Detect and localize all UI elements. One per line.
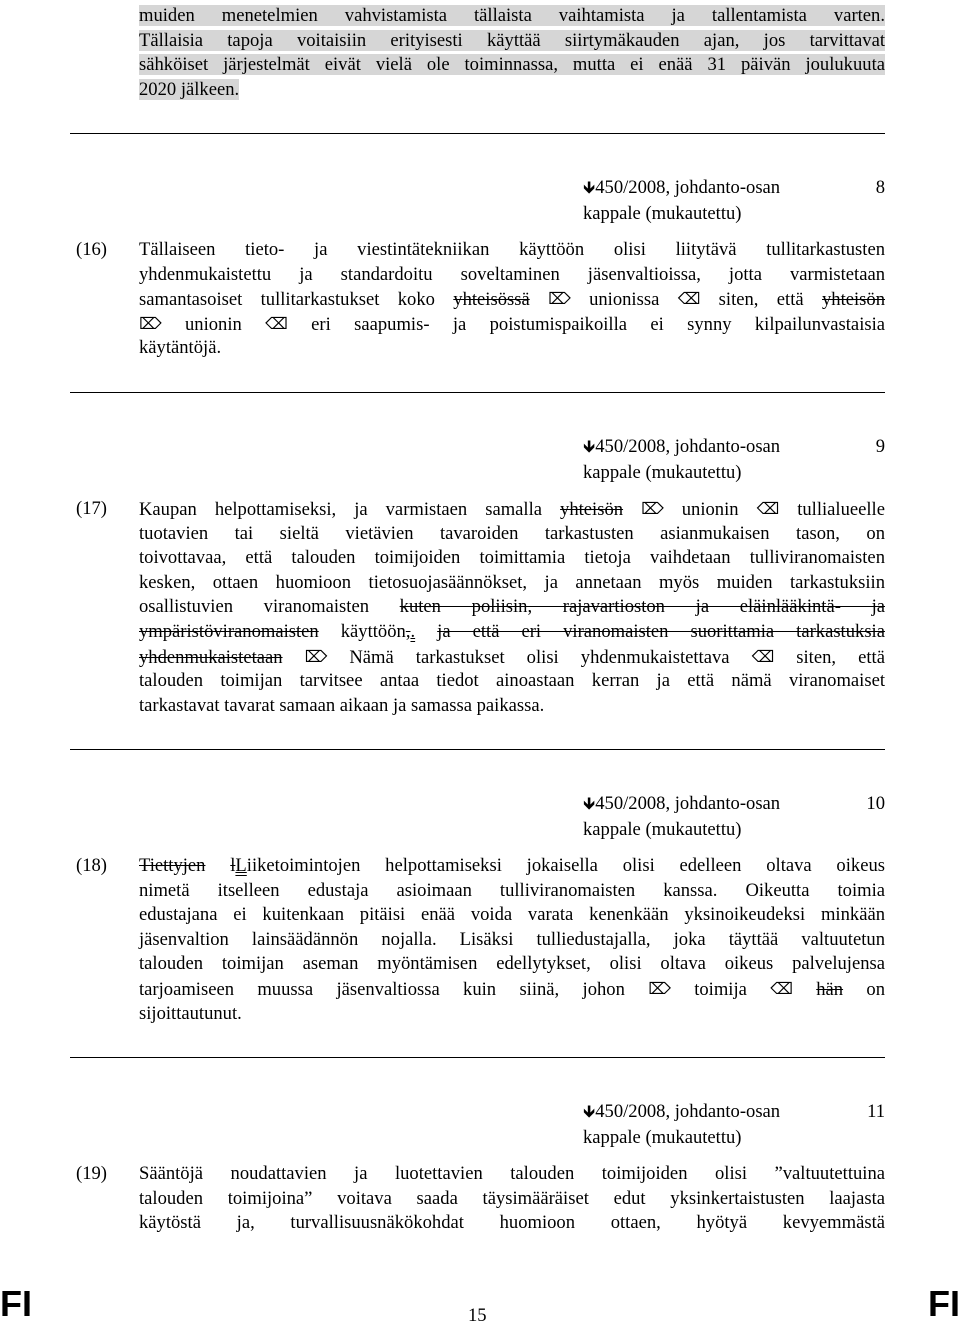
recital-line [139, 595, 885, 620]
recital-18-text [139, 854, 885, 1026]
insert-start-icon: ⌦ [641, 499, 664, 518]
recital-line: talouden toimijan aseman myöntämisen edellytykset, olisi oltava oikeus palvelujensa [139, 953, 885, 975]
recital-line: tuotavien tai sieltä vietävien tavaroiden tarkastusten asianmukaisen tason, on [139, 522, 885, 544]
recital-line: Tällaiseen tieto- ja viestintätekniikan käyttöön olisi liitytävä tullitarkastusten [139, 239, 885, 260]
reference-line-2: kappale (mukautettu) [583, 1127, 742, 1148]
recital-line: talouden toimijoina” voitava saada täysimääräiset edut yksinkertaistusten laajasta [139, 1187, 885, 1209]
recital-19-text [139, 1162, 885, 1236]
recital-line: käytöstä ja, turvallisuusnäkökohdat huomioon ottaen, hyötyä kevyemmästä [139, 1212, 885, 1234]
recital-line [139, 287, 885, 312]
recital-line [139, 620, 885, 645]
reference-block-8 [583, 175, 885, 226]
intro-line-3: sähköiset järjestelmät eivät vielä ole toiminnassa, mutta ei enää 31 päivän joulukuuta [139, 54, 885, 76]
text-run: tarjoamiseen muussa jäsenvaltiossa kuin siinä, johon [139, 978, 625, 1000]
recital-line: Sääntöjä noudattavien ja luotettavien talouden toimijoiden olisi ”valtuutettuina [139, 1163, 885, 1184]
inserted-text: unionin [184, 313, 242, 335]
recital-16-text [139, 238, 885, 361]
arrow-down-icon: 🡻 [583, 437, 596, 457]
reference-number: 10 [866, 793, 885, 814]
deleted-text: ja että eri viranomaisten suorittamia tarkastuksia [437, 620, 885, 642]
intro-line-4: 2020 jälkeen. [139, 78, 240, 100]
reference-block-11 [583, 1099, 885, 1150]
insert-end-icon: ⌫ [756, 499, 780, 518]
reference-code: 450/2008, johdanto-osan [595, 436, 781, 457]
text-run: samantasoiset tullitarkastukset koko [139, 289, 435, 311]
insert-end-icon: ⌫ [751, 646, 775, 666]
recital-line [139, 854, 885, 879]
reference-code: 450/2008, johdanto-osan [595, 1101, 781, 1122]
inserted-text: Nämä tarkastukset olisi yhdenmukaistettava [349, 646, 730, 668]
deleted-text: hän [816, 978, 844, 1000]
deleted-text: yhteisön [822, 289, 886, 311]
recital-line [139, 977, 885, 1002]
text-run: iiketoimintojen helpottamiseksi jokaisella olisi edelleen oltava oikeus [246, 855, 885, 876]
deleted-text: kuten poliisin, rajavartioston ja eläinlääkintä- ja [399, 596, 885, 618]
reference-block-10 [583, 791, 885, 842]
deleted-text: ympäristöviranomaisten [139, 620, 319, 642]
recital-line: sijoittautunut. [139, 1002, 242, 1024]
reference-number: 9 [875, 436, 885, 457]
reference-line-2: kappale (mukautettu) [583, 203, 742, 224]
intro-line-1: muiden menetelmien vahvistamista tällaista vaihtamista ja tallentamista varten. [139, 5, 885, 26]
recital-line: toivottavaa, että talouden toimijoiden toimittamia tietoja vaihdetaan tulliviranomaisten [139, 547, 885, 569]
recital-line [139, 497, 885, 522]
recital-line: tarkastavat tavarat samaan aikaan ja samassa paikassa. [139, 694, 545, 716]
deleted-text: yhteisössä [453, 289, 530, 311]
recital-number-19: (19) [76, 1163, 107, 1184]
text-run: osallistuvien viranomaisten [139, 596, 369, 618]
deleted-text: , [405, 620, 411, 642]
footer-language-right: FI [928, 1283, 960, 1324]
footer-language-left: FI [0, 1283, 32, 1324]
separator-rule [70, 749, 885, 750]
recital-number-17: (17) [76, 498, 107, 519]
separator-rule [70, 392, 885, 393]
insert-start-icon: ⌦ [648, 978, 671, 998]
insert-end-icon: ⌫ [265, 313, 288, 333]
text-run: Kaupan helpottamiseksi, ja varmistaen samalla [139, 499, 543, 520]
recital-number-18: (18) [76, 855, 107, 876]
deleted-text: l [230, 855, 236, 876]
inserted-text: . [410, 620, 416, 642]
recital-line: nimetä itselleen edustaja asioimaan tulliviranomaisten kanssa. Oikeutta toimia [139, 879, 885, 901]
insert-start-icon: ⌦ [139, 313, 162, 333]
text-run: käyttöön [340, 620, 406, 642]
arrow-down-icon: 🡻 [583, 1102, 596, 1122]
insert-start-icon: ⌦ [304, 646, 328, 666]
intro-paragraph [139, 4, 885, 102]
recital-line [139, 645, 885, 670]
reference-code: 450/2008, johdanto-osan [595, 793, 781, 814]
arrow-down-icon: 🡻 [583, 178, 596, 198]
inserted-text: unionin [681, 499, 739, 520]
separator-rule [70, 1057, 885, 1058]
arrow-down-icon: 🡻 [583, 794, 596, 814]
reference-code: 450/2008, johdanto-osan [595, 177, 781, 198]
insert-start-icon: ⌦ [548, 289, 571, 309]
deleted-text: yhdenmukaistetaan [139, 646, 283, 668]
text-run: siten, että [718, 289, 804, 311]
deleted-text: yhteisön [560, 499, 624, 520]
recital-number-16: (16) [76, 239, 107, 260]
reference-number: 8 [875, 177, 885, 198]
page-number: 15 [468, 1305, 487, 1326]
recital-line: jäsenvaltion lainsäädännön nojalla. Lisäksi tulliedustajalla, joka täyttää valtuutetun [139, 928, 885, 950]
insert-end-icon: ⌫ [770, 978, 793, 998]
recital-17-text [139, 497, 885, 718]
insert-end-icon: ⌫ [677, 289, 701, 309]
recital-line: käytäntöjä. [139, 337, 222, 359]
inserted-text: toimija [694, 978, 747, 1000]
intro-line-2: Tällaisia tapoja voitaisiin erityisesti käyttää siirtymäkauden ajan, jos tarvittavat [139, 29, 885, 51]
text-run: on [866, 978, 886, 1000]
inserted-text: L [235, 855, 247, 876]
recital-line [139, 312, 885, 337]
inserted-text: unionissa [589, 289, 660, 311]
reference-number: 11 [867, 1101, 885, 1122]
reference-line-2: kappale (mukautettu) [583, 462, 742, 483]
reference-line-2: kappale (mukautettu) [583, 819, 742, 840]
deleted-text: Tiettyjen [139, 855, 206, 876]
recital-line: talouden toimijan tarvitsee antaa tiedot ainoastaan kerran ja että nämä viranomaiset [139, 670, 885, 692]
recital-line: yhdenmukaistettu ja standardoitu soveltaminen jäsenvaltioissa, jotta varmistetaan [139, 263, 885, 285]
text-run: siten, että [796, 646, 885, 668]
recital-line: edustajana ei kuitenkaan pitäisi enää voida varata kenenkään yksinoikeudeksi minkään [139, 904, 885, 926]
text-run: eri saapumis- ja poistumispaikoilla ei synny kilpailunvastaisia [311, 313, 886, 335]
reference-block-9 [583, 434, 885, 485]
separator-rule [70, 133, 885, 134]
recital-line: kesken, ottaen huomioon tietosuojasäännökset, ja annetaan myös muiden tarkastuksiin [139, 571, 885, 593]
text-run: tullialueelle [797, 499, 885, 520]
